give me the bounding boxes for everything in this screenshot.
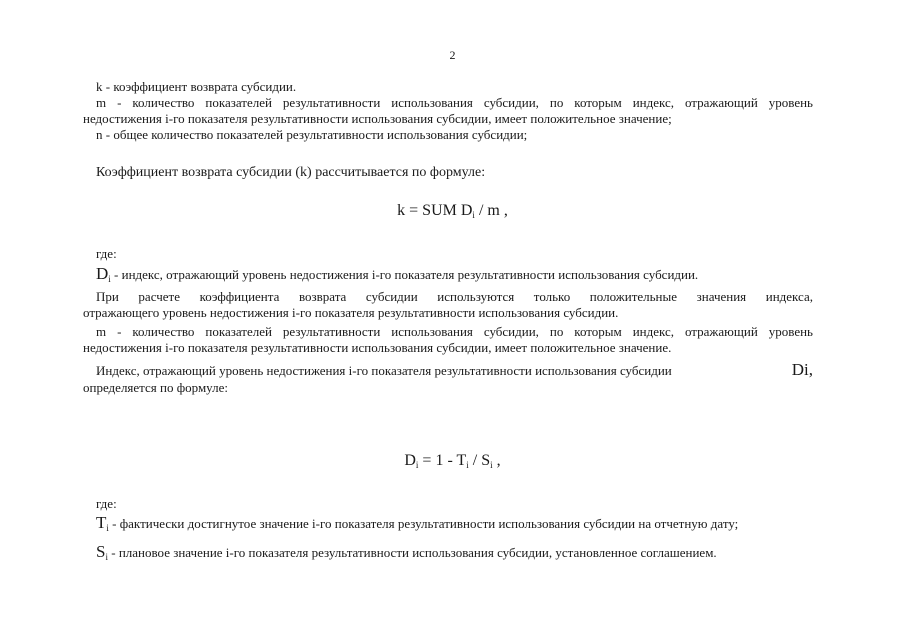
- coefficient-intro: Коэффициент возврата субсидии (k) рассчитывается по формуле:: [96, 165, 486, 180]
- formula-k-left: k = SUM D: [397, 202, 473, 219]
- si-symbol: S: [96, 542, 106, 561]
- where-label-2: где:: [96, 496, 117, 511]
- ti-text: - фактически достигнутое значение i-го показателя результативности использования субсидии на отчетную дату;: [108, 516, 739, 531]
- formula-k-subscript: i: [472, 210, 475, 220]
- formula-d: [0, 452, 905, 470]
- page-number: 2: [449, 48, 456, 62]
- ti-definition: [96, 515, 738, 536]
- m-definition-2-line-2: недостижения i-го показателя результативности использования субсидии, имеет положительное значение.: [83, 340, 672, 355]
- formula-d-mid: = 1 - T: [418, 452, 467, 469]
- m-definition-line-1: m - количество показателей результативности использования субсидии, по которым индекс, отражающий уровень: [96, 95, 813, 110]
- formula-d-s-subscript: i: [490, 460, 493, 470]
- formula-d-d: D: [404, 452, 416, 469]
- si-definition: [96, 544, 717, 565]
- formula-d-end: ,: [492, 452, 501, 469]
- k-definition: k - коэффициент возврата субсидии.: [96, 79, 297, 94]
- di-definition: [96, 266, 698, 287]
- ti-subscript: i: [106, 523, 109, 533]
- si-subscript: i: [105, 552, 108, 562]
- positive-note-line-1: При расчете коэффициента возврата субсидии используются только положительные значения индекса,: [96, 289, 813, 304]
- ti-symbol: T: [96, 513, 107, 532]
- n-definition: n - общее количество показателей результативности использования субсидии;: [96, 127, 528, 142]
- m-definition-2-line-1: m - количество показателей результативности использования субсидии, по которым индекс, отражающий уровень: [96, 324, 813, 339]
- formula-d-d-subscript: i: [415, 460, 419, 470]
- positive-note-line-2: отражающего уровень недостижения i-го показателя результативности использования субсидии.: [83, 305, 619, 320]
- index-intro-line-2: определяется по формуле:: [83, 380, 228, 395]
- index-intro-symbol: Di,: [791, 360, 813, 379]
- formula-k-right: / m ,: [474, 202, 508, 219]
- formula-d-div: / S: [468, 452, 491, 469]
- where-label-1: где:: [96, 246, 117, 261]
- di-text: - индекс, отражающий уровень недостижения i-го показателя результативности использования субсидии.: [110, 267, 699, 282]
- si-text: - плановое значение i-го показателя результативности использования субсидии, установленное соглашением.: [107, 545, 717, 560]
- formula-d-t-subscript: i: [466, 460, 469, 470]
- index-intro-text: Индекс, отражающий уровень недостижения i-го показателя результативности использования субсидии: [96, 363, 672, 378]
- index-intro-line-1: [96, 362, 813, 379]
- m-definition-line-2: недостижения i-го показателя результативности использования субсидии, имеет положительное значение;: [83, 111, 672, 126]
- formula-k: [0, 202, 905, 220]
- di-subscript: i: [108, 274, 111, 284]
- di-symbol: D: [96, 264, 109, 283]
